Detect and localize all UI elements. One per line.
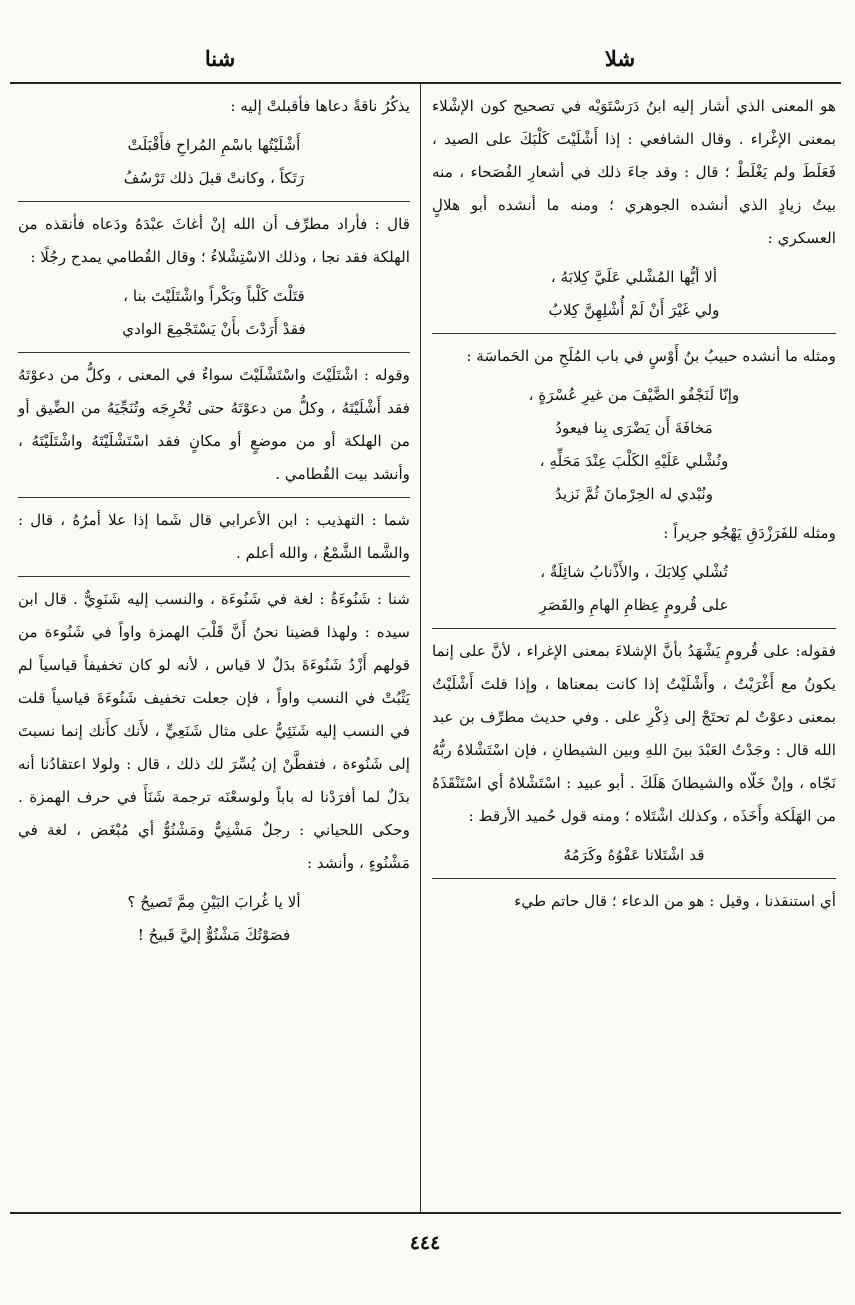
verse-line: قد اشْتَلانا عَفْوُهُ وكَرَمُهُ — [563, 846, 705, 864]
left-paragraph-1: يذكُرُ ناقةً دعاها فأقبلتْ إليه : — [230, 97, 410, 115]
right-verse-2 — [432, 379, 836, 511]
verse-line: ألا أيُّها المُشْلي عَلَيَّ كِلابَهُ ، — [550, 268, 718, 286]
section-divider — [432, 878, 836, 879]
page-number: ٤٤٤ — [409, 1232, 441, 1254]
right-verse-4 — [432, 839, 836, 872]
left-verse-3 — [18, 886, 410, 952]
bottom-rule — [10, 1212, 841, 1214]
section-divider — [432, 333, 836, 334]
verse-line: ولي غَيْرَ أَنْ لَمْ أُشْلِهِنَّ كِلابُ — [548, 301, 720, 319]
left-column — [18, 90, 410, 958]
left-entry-shana: شنا : شَنُوءَةُ : لغة في شَنُوءَة ، والنسب إليه شَنَوِيٌّ . قال ابن سيده : ولهذا قضينا نحنُ أَنَّ قَلْبَ الهمزة واواً في شَنُوءة من قولهم أَزْدُ شَنُوءَةَ بدَلٌ لا قياس ، لأنه لو كان تخفيفاً قياسياً لم يَثْبُتْ في النسب واواً ، فإن جعلت تخفيف شَنُوءَةَ قياسياً قلت في النسب إليه شَنَئِيٌّ على مثال شَنَعِيٍّ ، لأَنك كأَنك إنما نسبتَ إلى شَنُوءة ، فتفطَّنْ إن يُسِّرَ لك ذلك ، قال : ولولا اعتقادُنا أنه بدَلٌ لما أفرَدْنا له باباً ولوسعْنَه ترجمة شَنَأَ في حرف الهمزة . وحكى اللحياني : رجلٌ مَشْنِيٌّ ومَشْنُوٌّ أي مُبْغَض ، لغة في مَشْنُوءٍ ، وأنشد : — [18, 590, 410, 872]
verse-line: أَشْلَيْتُها باسْمِ المُراحِ فأَقْبَلَتْ — [127, 136, 301, 154]
header-right-title: شلا — [604, 46, 636, 71]
verse-line: رَتَكاً ، وكانتْ قبلَ ذلك تَرْسُفُ — [123, 169, 305, 187]
section-divider — [18, 576, 410, 577]
right-paragraph-2: ومثله ما أنشده حبيبُ بنُ أَوْسٍ في باب المُلَحِ من الحَماسَة : — [466, 347, 836, 365]
section-divider — [18, 201, 410, 202]
verse-line: فقدْ أَرَدْتَ بأَنْ يَسْتَجْمِعَ الوادي — [122, 320, 306, 338]
left-entry-shama: شما : التهذيب : ابن الأعرابي قال شَما إذا علا أمرُهُ ، قال : والشَّما الشَّمْعُ ، والله أعلم . — [18, 511, 410, 562]
verse-line: ونُشْلي عَلَيْهِ الكَلْبَ عِنْدَ مَحَلِّهِ ، — [539, 452, 729, 470]
section-divider — [18, 352, 410, 353]
left-paragraph-3: وقوله : اشْتَلَيْتَ واسْتَشْلَيْتَ سواءٌ في المعنى ، وكلُّ من دعوْتَهُ فقد أَشْلَيْتَهُ ، وكلُّ من دعوْتَهُ حتى تُخْرِجَه وتُنَجِّيَهُ من الضِّيق أو من الهلكة أو من موضعٍ أو مكانٍ فقد اسْتَشْلَيْتَهُ واشْتَلَيْتَهُ ، وأنشد بيت القُطامي . — [18, 366, 410, 483]
left-paragraph-2: قال : فأراد مطرِّف أن الله إنْ أغاثَ عبْدَهُ ودَعاه فأنقذه من الهلكة فقد نجا ، وذلك الاسْتِشْلاءُ ؛ وقال القُطامي يمدح رجُلًا : — [18, 215, 410, 266]
verse-line: على قُرومٍ عِظامِ الهامِ والقَصَرِ — [539, 596, 729, 614]
right-verse-3 — [432, 556, 836, 622]
left-verse-2 — [18, 280, 410, 346]
left-verse-1 — [18, 129, 410, 195]
top-rule — [10, 82, 841, 84]
header-left-title: شنا — [204, 46, 236, 71]
verse-line: مَخافَةَ أَن يَضْرَى بِنا فيعودُ — [555, 419, 713, 437]
verse-line: تُشْلي كِلابَكَ ، والأَذْنابُ شائِلَةٌ ، — [540, 563, 728, 581]
verse-line: فصَوْتُكَ مَشْنُوٌّ إليَّ قَبيحُ ! — [137, 926, 291, 944]
verse-line: ونُبْدي له الحِرْمانَ ثُمَّ نَزيدُ — [554, 485, 714, 503]
right-paragraph-3: ومثله للفَرَزْدَقِ يَهْجُو جريراً : — [663, 524, 836, 542]
right-verse-1 — [432, 261, 836, 327]
section-divider — [18, 497, 410, 498]
right-paragraph-4: فقوله: على قُرومٍ يَشْهَدُ بأنَّ الإشلاءَ بمعنى الإغراء ، لأنَّ على إنما يكونُ مع أَغْرَيْتُ ، وأَشْلَيْتُ إذا كانت بمعناها ، وإذا قلتَ أَشْلَيْتُ بمعنى دعوْتُ لم تحتَجْ إلى ذِكْرِ على . وفي حديث مطرِّف بن عبد الله قال : وجَدْتُ العَبْدَ بينَ اللهِ وبين الشيطانِ ، فإن اسْتَشْلاهُ ربُّهُ نَجّاه ، وإنْ خَلّاه والشيطانَ هَلَكَ . أبو عبيد : اسْتَشْلاهُ أي اسْتَنْقَذَهُ من الهَلَكة وأَخَذَه ، وكذلك اشْتَلاه ؛ ومنه قول حُميد الأرقط : — [432, 642, 836, 825]
verse-line: قتَلْتَ كَلْباً وبَكْراً واشْتَلَيْتَ بنا ، — [123, 287, 305, 305]
section-divider — [432, 628, 836, 629]
verse-line: وإنّا لَنَجْفُو الضَّيْفَ من غيرِ عُسْرَةٍ ، — [528, 386, 740, 404]
column-separator — [420, 84, 421, 1212]
right-column — [432, 90, 836, 918]
right-paragraph-1: هو المعنى الذي أشار إليه ابنُ دَرَسْتَوَيْه في تصحيح كون الإشْلاء بمعنى الإغْراء . وقال الشافعي : إذا أَشْلَيْتَ كَلْبَكَ على الصيد ، فَعَلَطَ ولم يَغْلَطْ ؛ قال : وقد جاءَ ذلك في أشعارِ الفُصَحاء ، منه بيتُ زيادٍ الذي أنشده الجوهري ؛ ومنه ما أنشده أبو هلالٍ العسكري : — [432, 97, 836, 247]
right-paragraph-5: أي استنقذنا ، وقيل : هو من الدعاء ؛ قال حاتم طيء — [514, 892, 836, 910]
verse-line: ألا يا غُرابَ البَيْنِ مِمَّ تَصيحُ ؟ — [127, 893, 301, 911]
